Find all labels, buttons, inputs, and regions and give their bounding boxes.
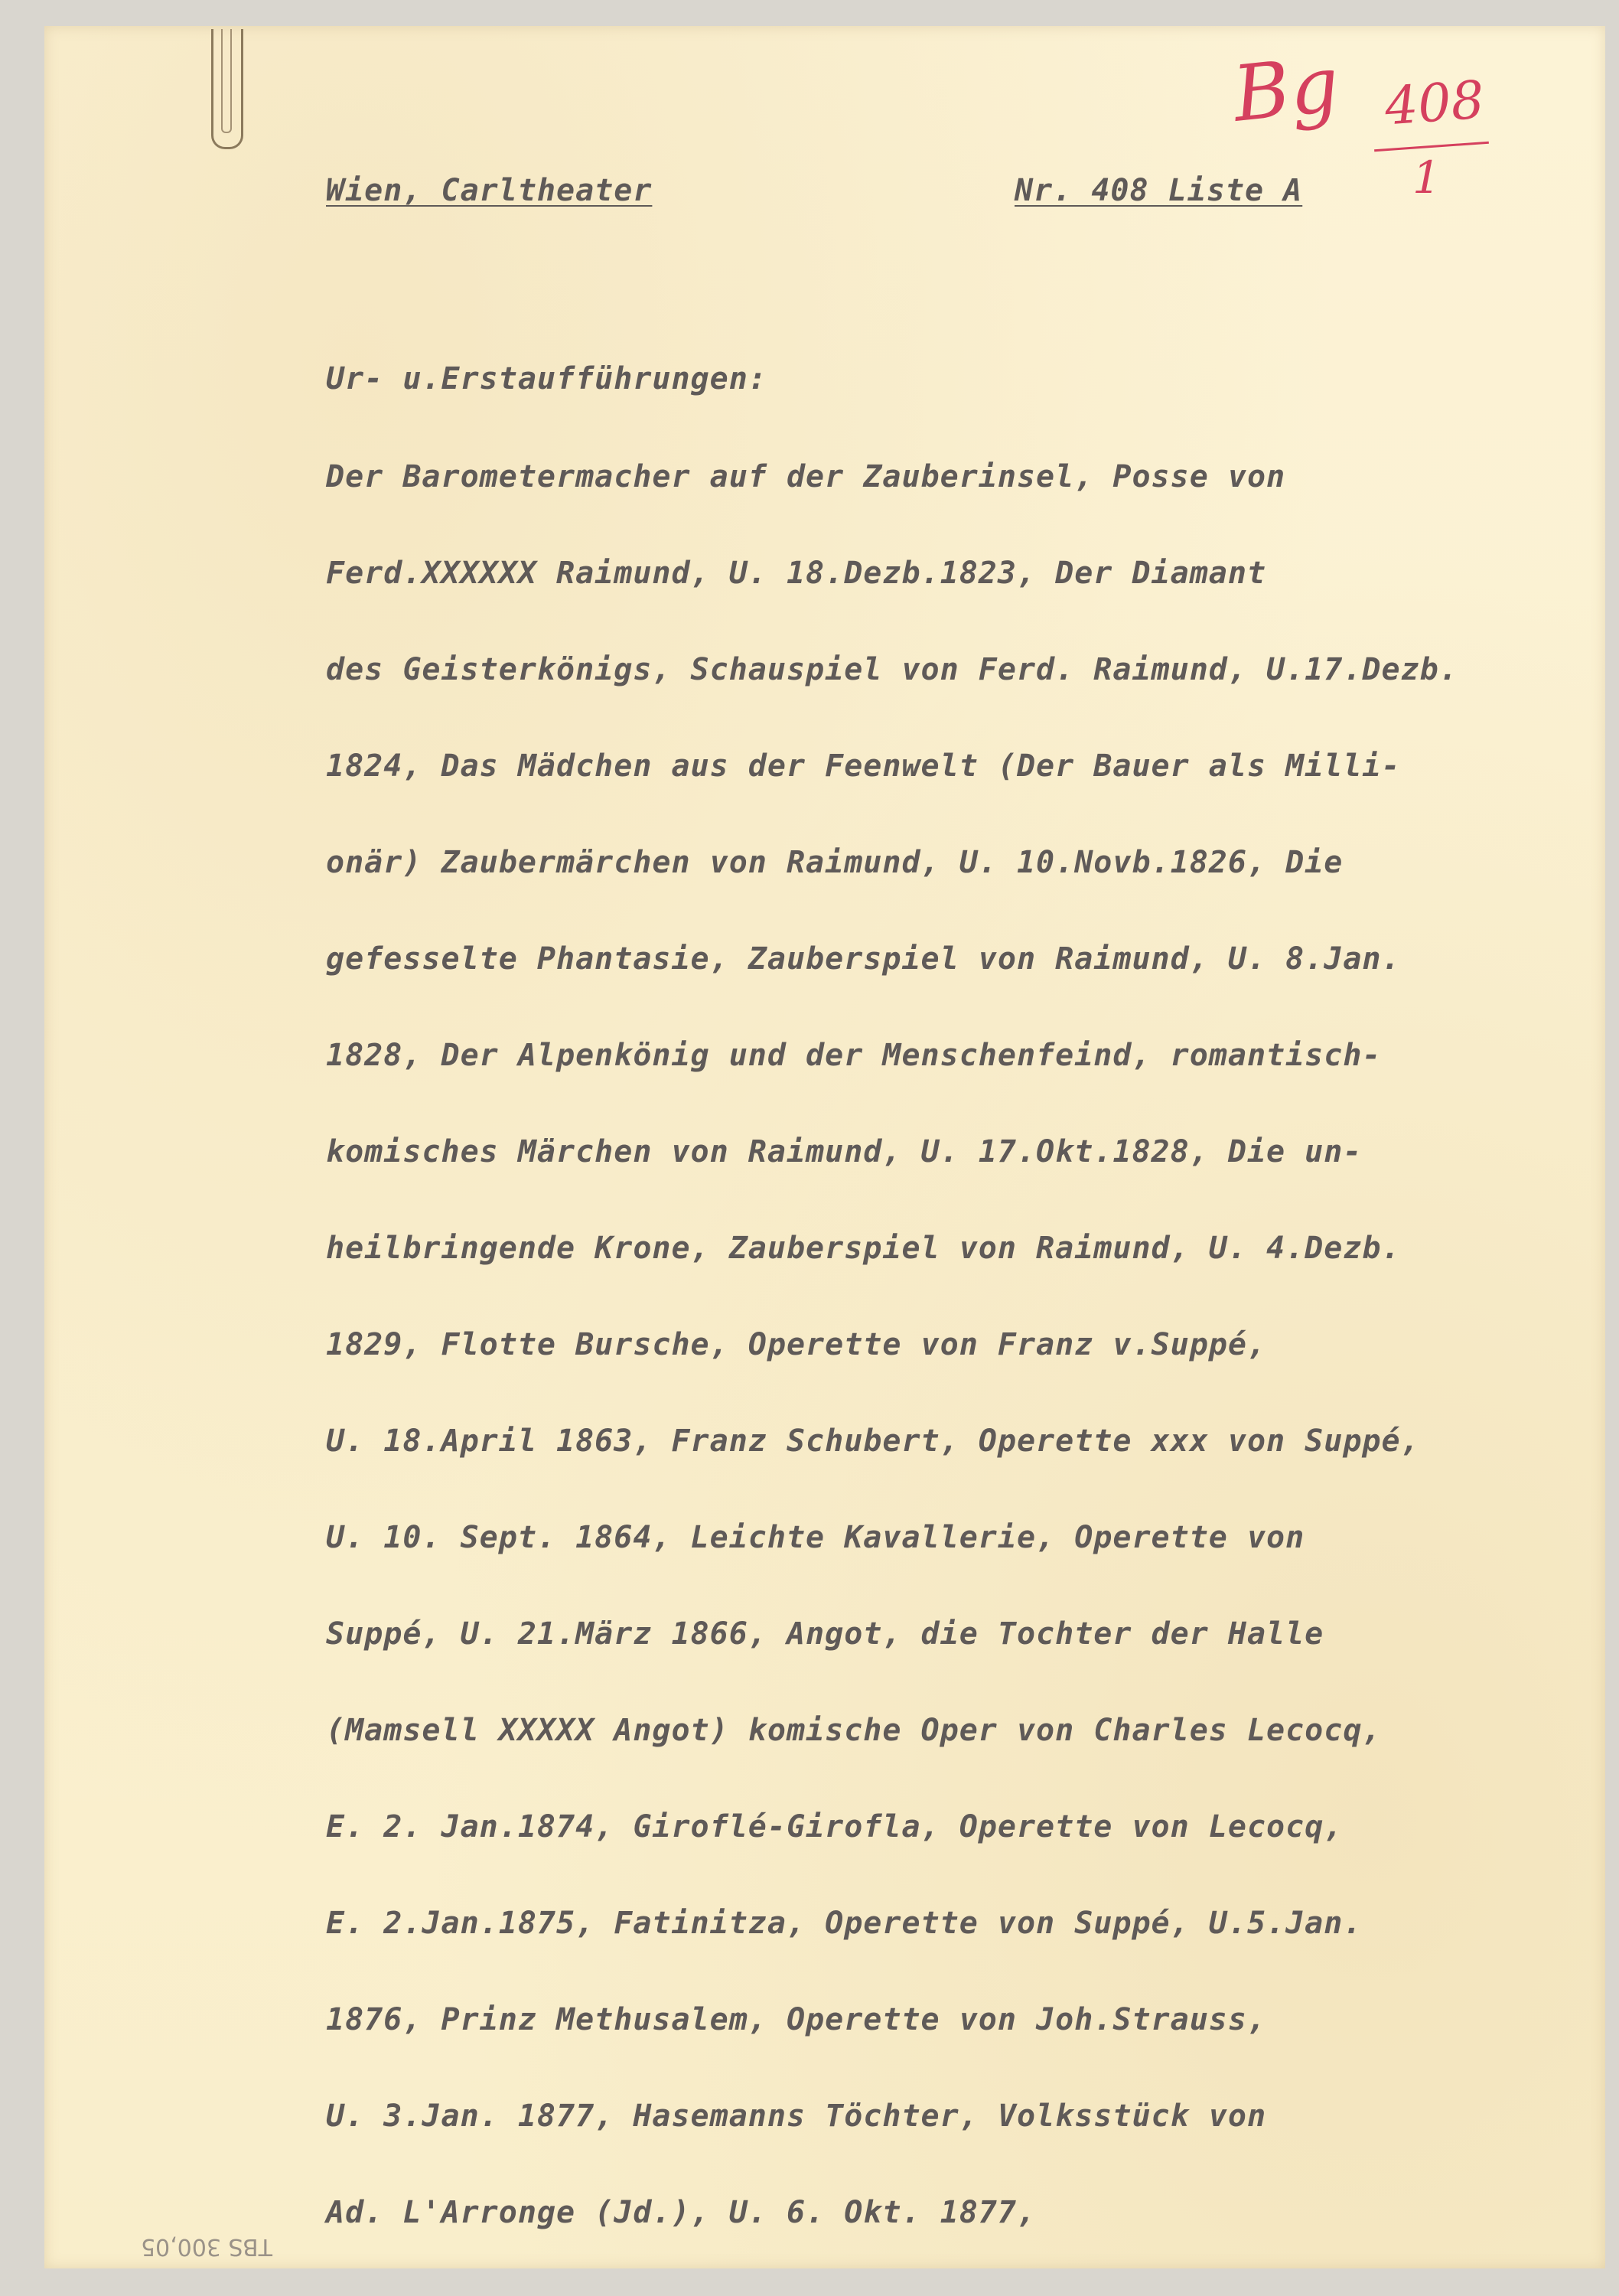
text-line: heilbringende Krone, Zauberspiel von Raimund, U. 4.Dezb. xyxy=(326,1231,1401,1266)
text-line: E. 2. Jan.1874, Giroflé-Girofla, Operette von Lecocq, xyxy=(326,1809,1344,1844)
text-line: U. 10. Sept. 1864, Leichte Kavallerie, Operette von xyxy=(326,1520,1305,1555)
archive-number: 408 xyxy=(1383,70,1487,138)
text-line: 1824, Das Mädchen aus der Feenwelt (Der Bauer als Milli- xyxy=(326,748,1401,784)
text-line: 1828, Der Alpenkönig und der Menschenfeind, romantisch- xyxy=(326,1038,1382,1073)
archive-sub-number: 1 xyxy=(1412,152,1441,204)
text-line: gefesselte Phantasie, Zauberspiel von Raimund, U. 8.Jan. xyxy=(326,941,1401,977)
text-line: onär) Zaubermärchen von Raimund, U. 10.Novb.1826, Die xyxy=(326,845,1344,880)
text-line: 1829, Flotte Bursche, Operette von Franz v.Suppé, xyxy=(326,1327,1267,1362)
text-line: 1876, Prinz Methusalem, Operette von Joh.Strauss, xyxy=(326,2002,1267,2037)
section-title: Ur- u.Erstaufführungen: xyxy=(326,361,767,396)
text-line: Der Barometermacher auf der Zauberinsel, Posse von xyxy=(326,459,1286,494)
text-line: (Mamsell XXXXX Angot) komische Oper von Charles Lecocq, xyxy=(326,1713,1382,1748)
text-line: Ferd.XXXXXX Raimund, U. 18.Dezb.1823, Der Diamant xyxy=(326,556,1267,591)
text-line: komisches Märchen von Raimund, U. 17.Okt.1828, Die un- xyxy=(326,1134,1363,1169)
text-line: U. 18.April 1863, Franz Schubert, Operette xxx von Suppé, xyxy=(326,1424,1420,1459)
text-line: Suppé, U. 21.März 1866, Angot, die Tochter der Halle xyxy=(326,1616,1324,1652)
header-location: Wien, Carltheater xyxy=(326,173,653,208)
pencil-archive-note: TBS 300,05 xyxy=(141,2233,272,2260)
text-line: E. 2.Jan.1875, Fatinitza, Operette von Suppé, U.5.Jan. xyxy=(326,1906,1363,1941)
paperclip-mark-icon xyxy=(211,29,243,149)
archive-code: Bg xyxy=(1229,39,1344,139)
text-line: des Geisterkönigs, Schauspiel von Ferd. Raimund, U.17.Dezb. xyxy=(326,652,1458,687)
text-line: Ad. L'Arronge (Jd.), U. 6. Okt. 1877, xyxy=(326,2195,1037,2230)
header-number: Nr. 408 Liste A xyxy=(1015,173,1303,208)
text-line: U. 3.Jan. 1877, Hasemanns Töchter, Volksstück von xyxy=(326,2099,1267,2134)
